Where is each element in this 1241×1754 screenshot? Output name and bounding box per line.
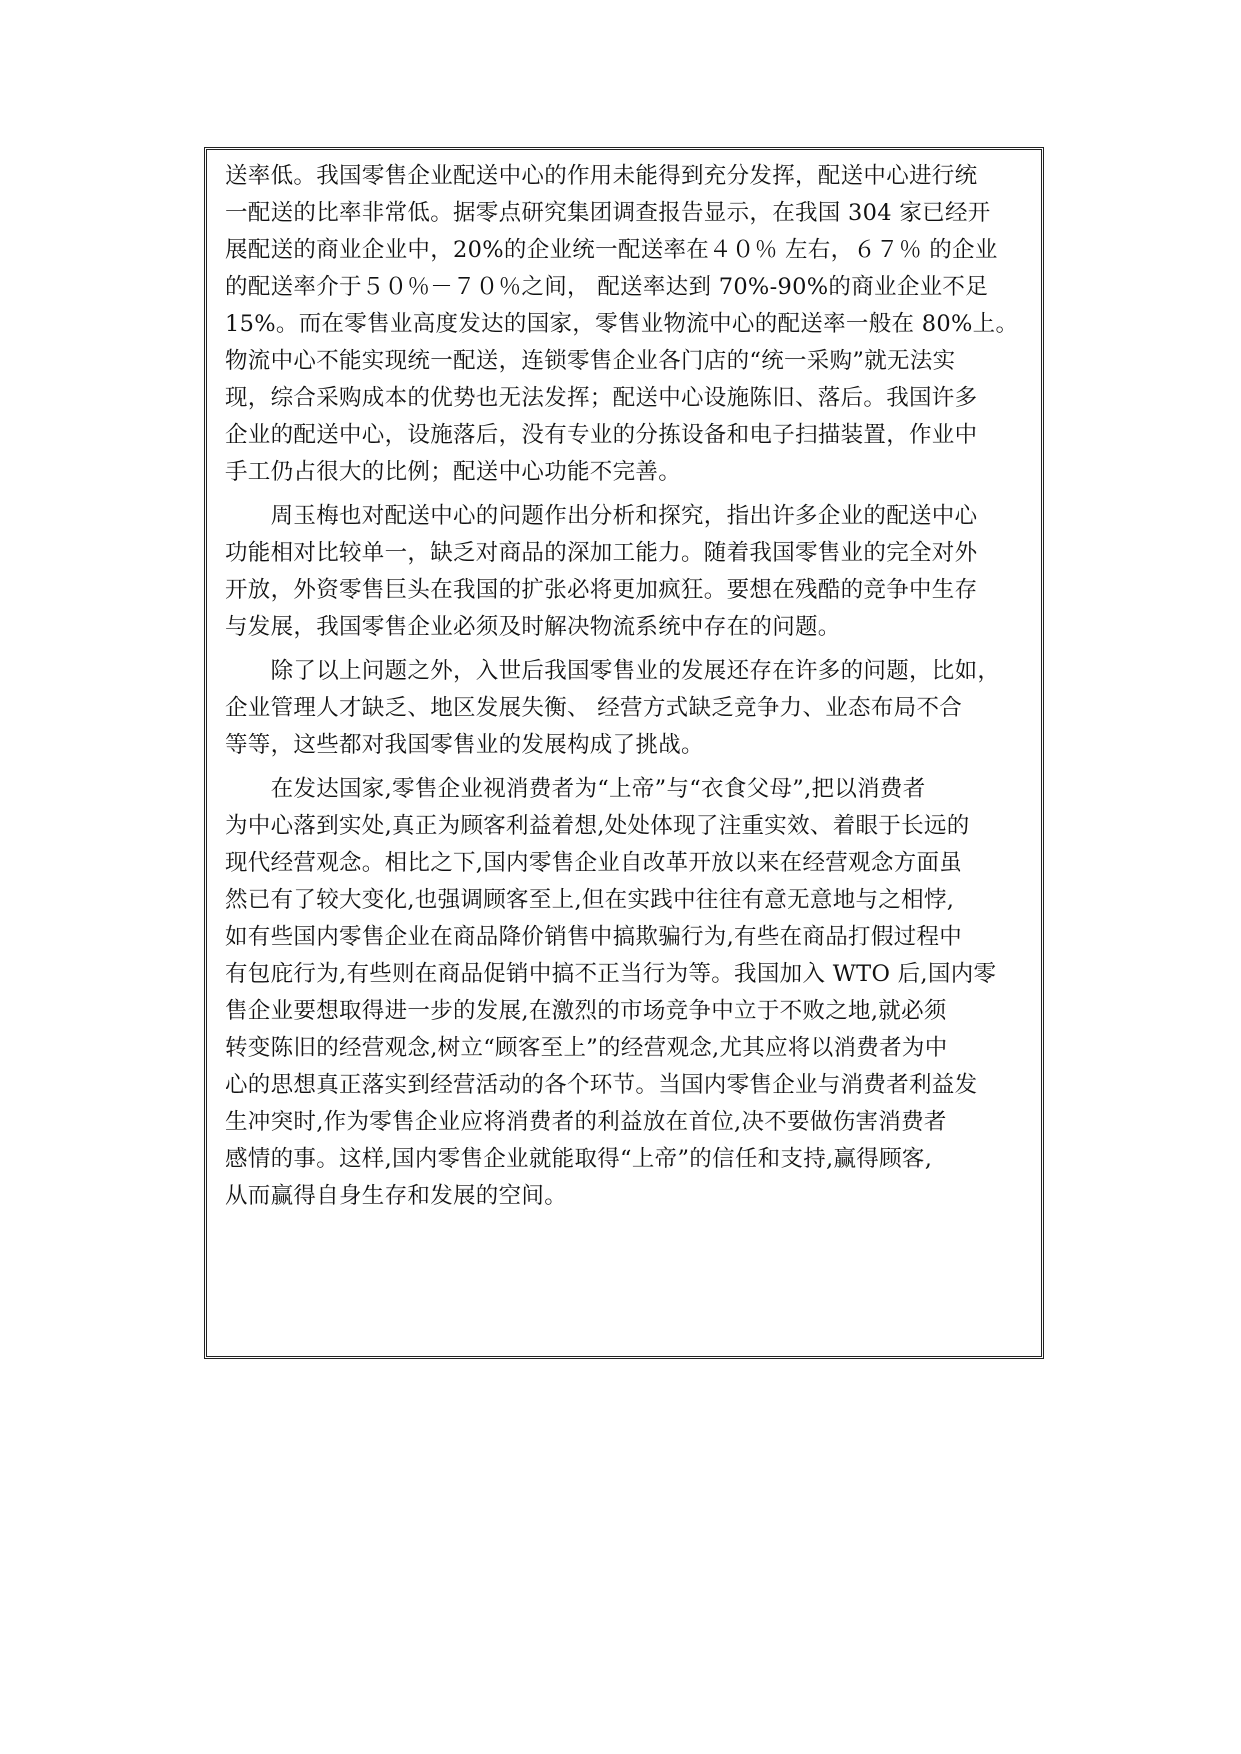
text-line: 展配送的商业企业中，20%的企业统一配送率在４０％ 左右，６７％ 的企业 — [225, 237, 998, 263]
text-line: 一配送的比率非常低。据零点研究集团调查报告显示，在我国 304 家已经开 — [225, 200, 991, 226]
text-line: 15%。而在零售业高度发达的国家，零售业物流中心的配送率一般在 80%上。 — [225, 311, 1019, 337]
text-line: 转变陈旧的经营观念,树立“顾客至上”的经营观念,尤其应将以消费者为中 — [225, 1035, 948, 1061]
paragraph-distribution-rate — [225, 158, 1025, 491]
text-line: 企业的配送中心，设施落后，没有专业的分拣设备和电子扫描装置，作业中 — [225, 422, 978, 448]
text-line: 等等，这些都对我国零售业的发展构成了挑战。 — [225, 732, 704, 758]
paragraph-gap — [225, 764, 1025, 771]
text-line: 的配送率介于５０％－７０％之间， 配送率达到 70%-90%的商业企业不足 — [225, 274, 989, 300]
text-line: 如有些国内零售企业在商品降价销售中搞欺骗行为,有些在商品打假过程中 — [225, 924, 963, 950]
text-line: 有包庇行为,有些则在商品促销中搞不正当行为等。我国加入 WTO 后,国内零 — [225, 961, 997, 987]
paragraph-gap — [225, 491, 1025, 498]
text-line: 手工仍占很大的比例；配送中心功能不完善。 — [225, 459, 682, 485]
text-line: 售企业要想取得进一步的发展,在激烈的市场竞争中立于不败之地,就必须 — [225, 998, 947, 1024]
text-line: 生冲突时,作为零售企业应将消费者的利益放在首位,决不要做伤害消费者 — [225, 1109, 947, 1135]
document-body — [225, 158, 1025, 1215]
paragraph-business-concept — [225, 771, 1025, 1215]
text-line: 然已有了较大变化,也强调顾客至上,但在实践中往往有意无意地与之相悖, — [225, 887, 955, 913]
text-line: 在发达国家,零售企业视消费者为“上帝”与“衣食父母”,把以消费者 — [225, 776, 926, 802]
text-line: 周玉梅也对配送中心的问题作出分析和探究，指出许多企业的配送中心 — [225, 503, 978, 529]
text-line: 物流中心不能实现统一配送，连锁零售企业各门店的“统一采购”就无法实 — [225, 348, 956, 374]
document-frame — [204, 147, 1044, 1359]
text-line: 感情的事。这样,国内零售企业就能取得“上帝”的信任和支持,赢得顾客, — [225, 1146, 933, 1172]
text-line: 开放，外资零售巨头在我国的扩张必将更加疯狂。要想在残酷的竞争中生存 — [225, 577, 978, 603]
text-line: 功能相对比较单一，缺乏对商品的深加工能力。随着我国零售业的完全对外 — [225, 540, 978, 566]
text-line: 从而赢得自身生存和发展的空间。 — [225, 1183, 568, 1209]
text-line: 现，综合采购成本的优势也无法发挥；配送中心设施陈旧、落后。我国许多 — [225, 385, 978, 411]
text-line: 与发展，我国零售企业必须及时解决物流系统中存在的问题。 — [225, 614, 841, 640]
text-line: 为中心落到实处,真正为顾客利益着想,处处体现了注重实效、着眼于长远的 — [225, 813, 970, 839]
text-line: 心的思想真正落实到经营活动的各个环节。当国内零售企业与消费者利益发 — [225, 1072, 978, 1098]
paragraph-gap — [225, 646, 1025, 653]
text-line: 企业管理人才缺乏、地区发展失衡、 经营方式缺乏竞争力、业态布局不合 — [225, 695, 963, 721]
text-line: 除了以上问题之外，入世后我国零售业的发展还存在许多的问题，比如， — [225, 658, 1001, 684]
text-line: 现代经营观念。相比之下,国内零售企业自改革开放以来在经营观念方面虽 — [225, 850, 963, 876]
text-line: 送率低。我国零售企业配送中心的作用未能得到充分发挥，配送中心进行统 — [225, 163, 978, 189]
paragraph-other-problems — [225, 653, 1025, 764]
paragraph-zhou-yumei — [225, 498, 1025, 646]
